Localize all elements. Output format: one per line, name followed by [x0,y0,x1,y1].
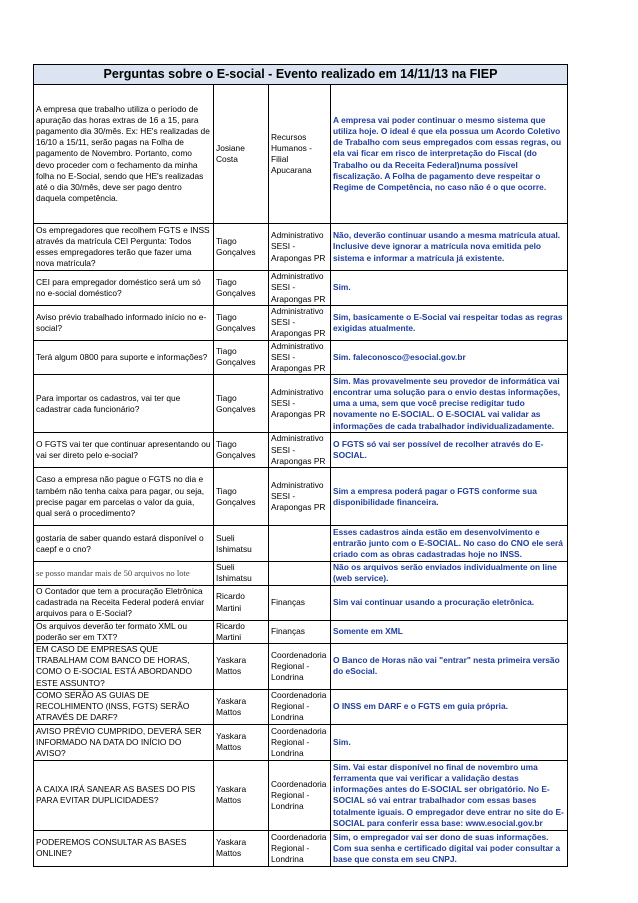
dept-cell: Administrativo SESI - Arapongas PR [269,375,331,433]
question-cell: CEI para empregador doméstico será um só no e-social doméstico? [34,271,214,306]
table-row [34,689,568,724]
faq-table [33,84,568,867]
question-cell: EM CASO DE EMPRESAS QUE TRABALHAM COM BANCO DE HORAS, COMO O E-SOCIAL ESTÁ ABORDANDO ESTE ASSUNTO? [34,644,214,690]
question-cell: PODEREMOS CONSULTAR AS BASES ONLINE? [34,830,214,866]
question-cell: Terá algum 0800 para suporte e informações? [34,340,214,375]
faq-sheet [33,64,568,867]
question-cell: Os arquivos deverão ter formato XML ou poderão ser em TXT? [34,620,214,643]
table-row [34,375,568,433]
name-cell: Yaskara Mattos [214,644,269,690]
question-cell: Para importar os cadastros, vai ter que cadastrar cada funcionário? [34,375,214,433]
name-cell: Sueli Ishimatsu [214,526,269,562]
name-cell: Yaskara Mattos [214,830,269,866]
name-cell: Yaskara Mattos [214,760,269,830]
answer-cell: A empresa vai poder continuar o mesmo sistema que utiliza hoje. O ideal é que ela possua um Acordo Coletivo de Trabalho com seus empregados com essas regras, ou ela vai ficar em risco de interpretação do Fiscal (do Trabalho ou da Receita Federal)numa possível fiscalização. A Folha de pagamento deve respeitar o Regime de Competência, no caso não é o que ocorre. [331,85,568,224]
table-row [34,620,568,643]
table-row [34,433,568,468]
answer-cell: O Banco de Horas não vai "entrar" nesta primeira versão do eSocial. [331,644,568,690]
question-cell: AVISO PRÉVIO CUMPRIDO, DEVERÁ SER INFORMADO NA DATA DO INÍCIO DO AVISO? [34,724,214,760]
answer-cell: Sim, basicamente o E-Social vai respeitar todas as regras exigidas atualmente. [331,306,568,341]
name-cell: Sueli Ishimatsu [214,562,269,585]
name-cell: Tiago Gonçalves [214,340,269,375]
question-cell: gostaria de saber quando estará disponível o caepf e o cno? [34,526,214,562]
answer-cell: Sim. [331,271,568,306]
answer-cell: O FGTS só vai ser possível de recolher através do E-SOCIAL. [331,433,568,468]
table-row [34,224,568,271]
answer-cell: Sim. faleconosco@esocial.gov.br [331,340,568,375]
answer-cell: Sim. [331,724,568,760]
answer-cell: Sim a empresa poderá pagar o FGTS conforme sua disponibilidade financeira. [331,468,568,526]
name-cell: Tiago Gonçalves [214,468,269,526]
dept-cell: Coordenadoria Regional - Londrina [269,760,331,830]
table-row [34,830,568,866]
answer-cell: O INSS em DARF e o FGTS em guia própria. [331,689,568,724]
question-cell: A empresa que trabalho utiliza o período de apuração das horas extras de 16 a 15, para pagamento dia 30/mês. Ex: HE's realizadas de 16/10 a 15/11, serão pagas na Folha de pagamento de Novembro. Portanto, como devo proceder com o fechamento da minha folha no E-Social, sendo que HE's realizadas até o dia 30/mês, deve ser pago dentro daquela competência. [34,85,214,224]
name-cell: Tiago Gonçalves [214,375,269,433]
table-row [34,724,568,760]
dept-cell: Finanças [269,620,331,643]
table-row [34,340,568,375]
name-cell: Tiago Gonçalves [214,224,269,271]
name-cell: Tiago Gonçalves [214,306,269,341]
table-row [34,585,568,620]
dept-cell: Administrativo SESI - Arapongas PR [269,306,331,341]
name-cell: Tiago Gonçalves [214,271,269,306]
name-cell: Tiago Gonçalves [214,433,269,468]
answer-cell: Sim. Vai estar disponível no final de novembro uma ferramenta que vai verificar a validação destas informações antes do E-SOCIAL ser obrigatório. No E-SOCIAL só vai entrar trabalhador com essas bases totalmente iguais. O empregador deve entrar no site do E-SOCIAL para conferir essa base: www.esocial.gov.br [331,760,568,830]
answer-cell: Esses cadastros ainda estão em desenvolvimento e entrarão junto com o E-SOCIAL. No caso do CNO ele será criado com as obras cadastradas hoje no INSS. [331,526,568,562]
dept-cell: Administrativo SESI - Arapongas PR [269,224,331,271]
table-row [34,306,568,341]
dept-cell [269,526,331,562]
answer-cell: Sim vai continuar usando a procuração eletrônica. [331,585,568,620]
question-cell: O FGTS vai ter que continuar apresentando ou vai ser direto pelo e-social? [34,433,214,468]
name-cell: Josiane Costa [214,85,269,224]
dept-cell: Administrativo SESI - Arapongas PR [269,468,331,526]
name-cell: Yaskara Mattos [214,689,269,724]
dept-cell: Coordenadoria Regional - Londrina [269,644,331,690]
dept-cell: Finanças [269,585,331,620]
dept-cell: Coordenadoria Regional - Londrina [269,724,331,760]
name-cell: Ricardo Martini [214,620,269,643]
answer-cell: Sim. Mas provavelmente seu provedor de informática vai encontrar uma solução para o envio destas informações, uma a uma, sem que você precise redigitar tudo novamente no E-SOCIAL. O E-SOCIAL vai validar as informações de cada trabalhador individualizadamente. [331,375,568,433]
table-row [34,562,568,585]
dept-cell: Administrativo SESI - Arapongas PR [269,433,331,468]
name-cell: Yaskara Mattos [214,724,269,760]
answer-cell: Sim, o empregador vai ser dono de suas informações. Com sua senha e certificado digital vai poder consultar a base que consta em seu CNPJ. [331,830,568,866]
question-cell: Caso a empresa não pague o FGTS no dia e também não tenha caixa para pagar, ou seja, precise pagar em parcelas o valor da guia, qual será o procedimento? [34,468,214,526]
answer-cell: Somente em XML [331,620,568,643]
dept-cell: Administrativo SESI - Arapongas PR [269,340,331,375]
table-row [34,760,568,830]
table-row [34,468,568,526]
table-row [34,526,568,562]
dept-cell [269,562,331,585]
dept-cell: Recursos Humanos - Filial Apucarana [269,85,331,224]
table-row [34,85,568,224]
answer-cell: Não, deverão continuar usando a mesma matrícula atual. Inclusive deve ignorar a matrícula nova emitida pelo sistema e informar a matrícula já existente. [331,224,568,271]
dept-cell: Administrativo SESI - Arapongas PR [269,271,331,306]
dept-cell: Coordenadoria Regional - Londrina [269,689,331,724]
page-title: Perguntas sobre o E-social - Evento realizado em 14/11/13 na FIEP [33,64,568,84]
name-cell: Ricardo Martini [214,585,269,620]
question-cell: O Contador que tem a procuração Eletrônica cadastrada na Receita Federal poderá enviar arquivos para o E-Social? [34,585,214,620]
table-row [34,644,568,690]
answer-cell: Não os arquivos serão enviados individualmente on line (web service). [331,562,568,585]
dept-cell: Coordenadoria Regional - Londrina [269,830,331,866]
question-cell: A CAIXA IRÁ SANEAR AS BASES DO PIS PARA EVITAR DUPLICIDADES? [34,760,214,830]
question-cell: COMO SERÃO AS GUIAS DE RECOLHIMENTO (INSS, FGTS) SERÃO ATRAVÉS DE DARF? [34,689,214,724]
table-row [34,271,568,306]
question-cell: se posso mandar mais de 50 arquivos no lote [34,562,214,585]
question-cell: Aviso prévio trabalhado informado início no e-social? [34,306,214,341]
question-cell: Os empregadores que recolhem FGTS e INSS através da matrícula CEI Pergunta: Todos esses empregadores terão que fazer uma nova matrícula? [34,224,214,271]
